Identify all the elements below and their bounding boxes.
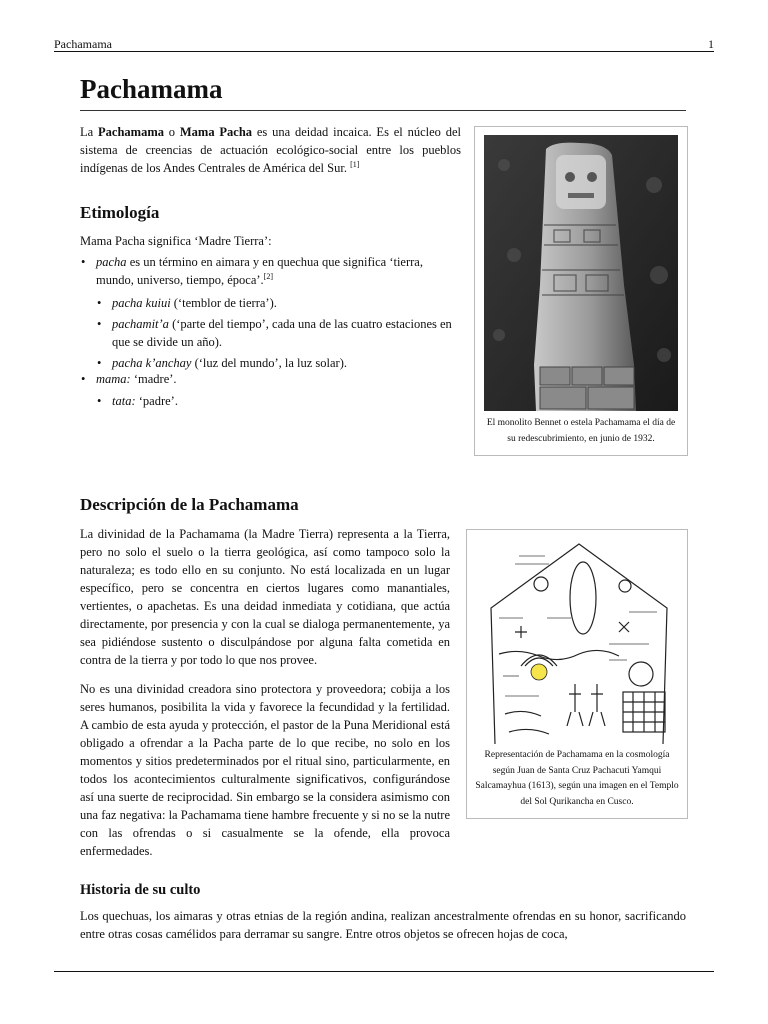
footer-rule: [54, 971, 714, 972]
descripcion-paragraph-1: La divinidad de la Pachamama (la Madre Tierra) representa a la Tierra, pero no solo el suelo o la tierra geológica, así como tampoco solo la naturaleza; es todo ello en su conjunto. No está localizada en un lugar específico, pero se concentra en ciertos lugares como manantiales, vertientes, o apachetas. Es una deidad inmediata y cotidiana, que actúa directamente, por presencia y con la cual se dialoga permanentemente, ya sea pidiéndose sustento o disculpándose por alguna falta cometida en contra de la tierra y por todo lo que nos provee.: [80, 527, 450, 667]
etimologia-list-2: [81, 370, 461, 388]
historia-paragraph: Los quechuas, los aimaras y otras etnias de la región andina, realizan ancestralmente ofrendas en su honor, sacrificando entre otras cosas camélidos para derramar su sangre. Entre otros objetos se ofrecen hojas de coca,: [80, 909, 686, 941]
etimologia-sublist: [97, 294, 462, 372]
cosmology-drawing: [479, 536, 675, 744]
section-heading-descripcion: Descripción de la Pachamama: [80, 495, 299, 514]
list-item: • pacha kuiui (‘temblor de tierra’).: [97, 296, 277, 310]
list-item: • pacha k’anchay (‘luz del mundo’, la luz solar).: [97, 356, 347, 370]
figure-caption: Representación de Pachamama en la cosmología según Juan de Santa Cruz Pachacuti Yamqui Salcamayhua (1613), según una imagen en el Templo del Sol Qurikancha en Cusco.: [475, 750, 679, 807]
list-item: • mama: ‘madre’.: [81, 372, 177, 386]
etimologia-sublist-2: [97, 392, 462, 410]
figure-caption: El monolito Bennet o estela Pachamama el día de su redescubrimiento, en junio de 1932.: [486, 418, 676, 444]
reference-link[interactable]: [2]: [263, 272, 273, 281]
list-item: • pacha es un término en aimara y en quechua que significa ‘tierra, mundo, universo, tiempo, época’.[2]: [81, 255, 423, 287]
running-header: Pachamama: [54, 37, 112, 51]
page-title: Pachamama: [80, 74, 223, 104]
title-rule: [80, 110, 686, 111]
monolith-photo: [484, 135, 678, 411]
descripcion-paragraph-2: No es una divinidad creadora sino protectora y proveedora; cobija a los seres humanos, posibilita la vida y favorece la fecundidad y la fertilidad. A cambio de esta ayuda y protección, el pastor de la Puna Meridional está obligado a ofrendar a la Pacha parte de lo que recibe, no solo en los momentos y sitios predeterminados por el ritual sino, particularmente, en todos los acontecimientos culturalmente significativos, configurándose así una suerte de reciprocidad. Sin embargo se la considera asimismo con una faz negativa: la Pachamama tiene hambre frecuente y si no se la nutre con las ofrendas o si casualmente se la ofende, ella provoca enfermedades.: [80, 682, 450, 858]
reference-link[interactable]: [1]: [350, 160, 360, 169]
figure-cosmology: [466, 529, 688, 819]
section-heading-historia: Historia de su culto: [80, 882, 201, 898]
header-rule: [54, 51, 714, 52]
etimologia-list: [81, 253, 461, 289]
intro-paragraph: La Pachamama o Mama Pacha es una deidad incaica. Es el núcleo del sistema de creencias de actuación ecológico-social entre los pueblos indígenas de los Andes Centrales de América del Sur. [1]: [80, 125, 462, 175]
section-heading-etimologia: Etimología: [80, 203, 160, 222]
list-item: • pachamit’a (‘parte del tiempo’, cada una de las cuatro estaciones en que se divide un año).: [97, 317, 452, 349]
list-item: • tata: ‘padre’.: [97, 394, 178, 408]
etimologia-lead: Mama Pacha significa ‘Madre Tierra’:: [80, 234, 272, 248]
figure-monolith: [474, 126, 688, 456]
page-number: 1: [708, 37, 714, 51]
